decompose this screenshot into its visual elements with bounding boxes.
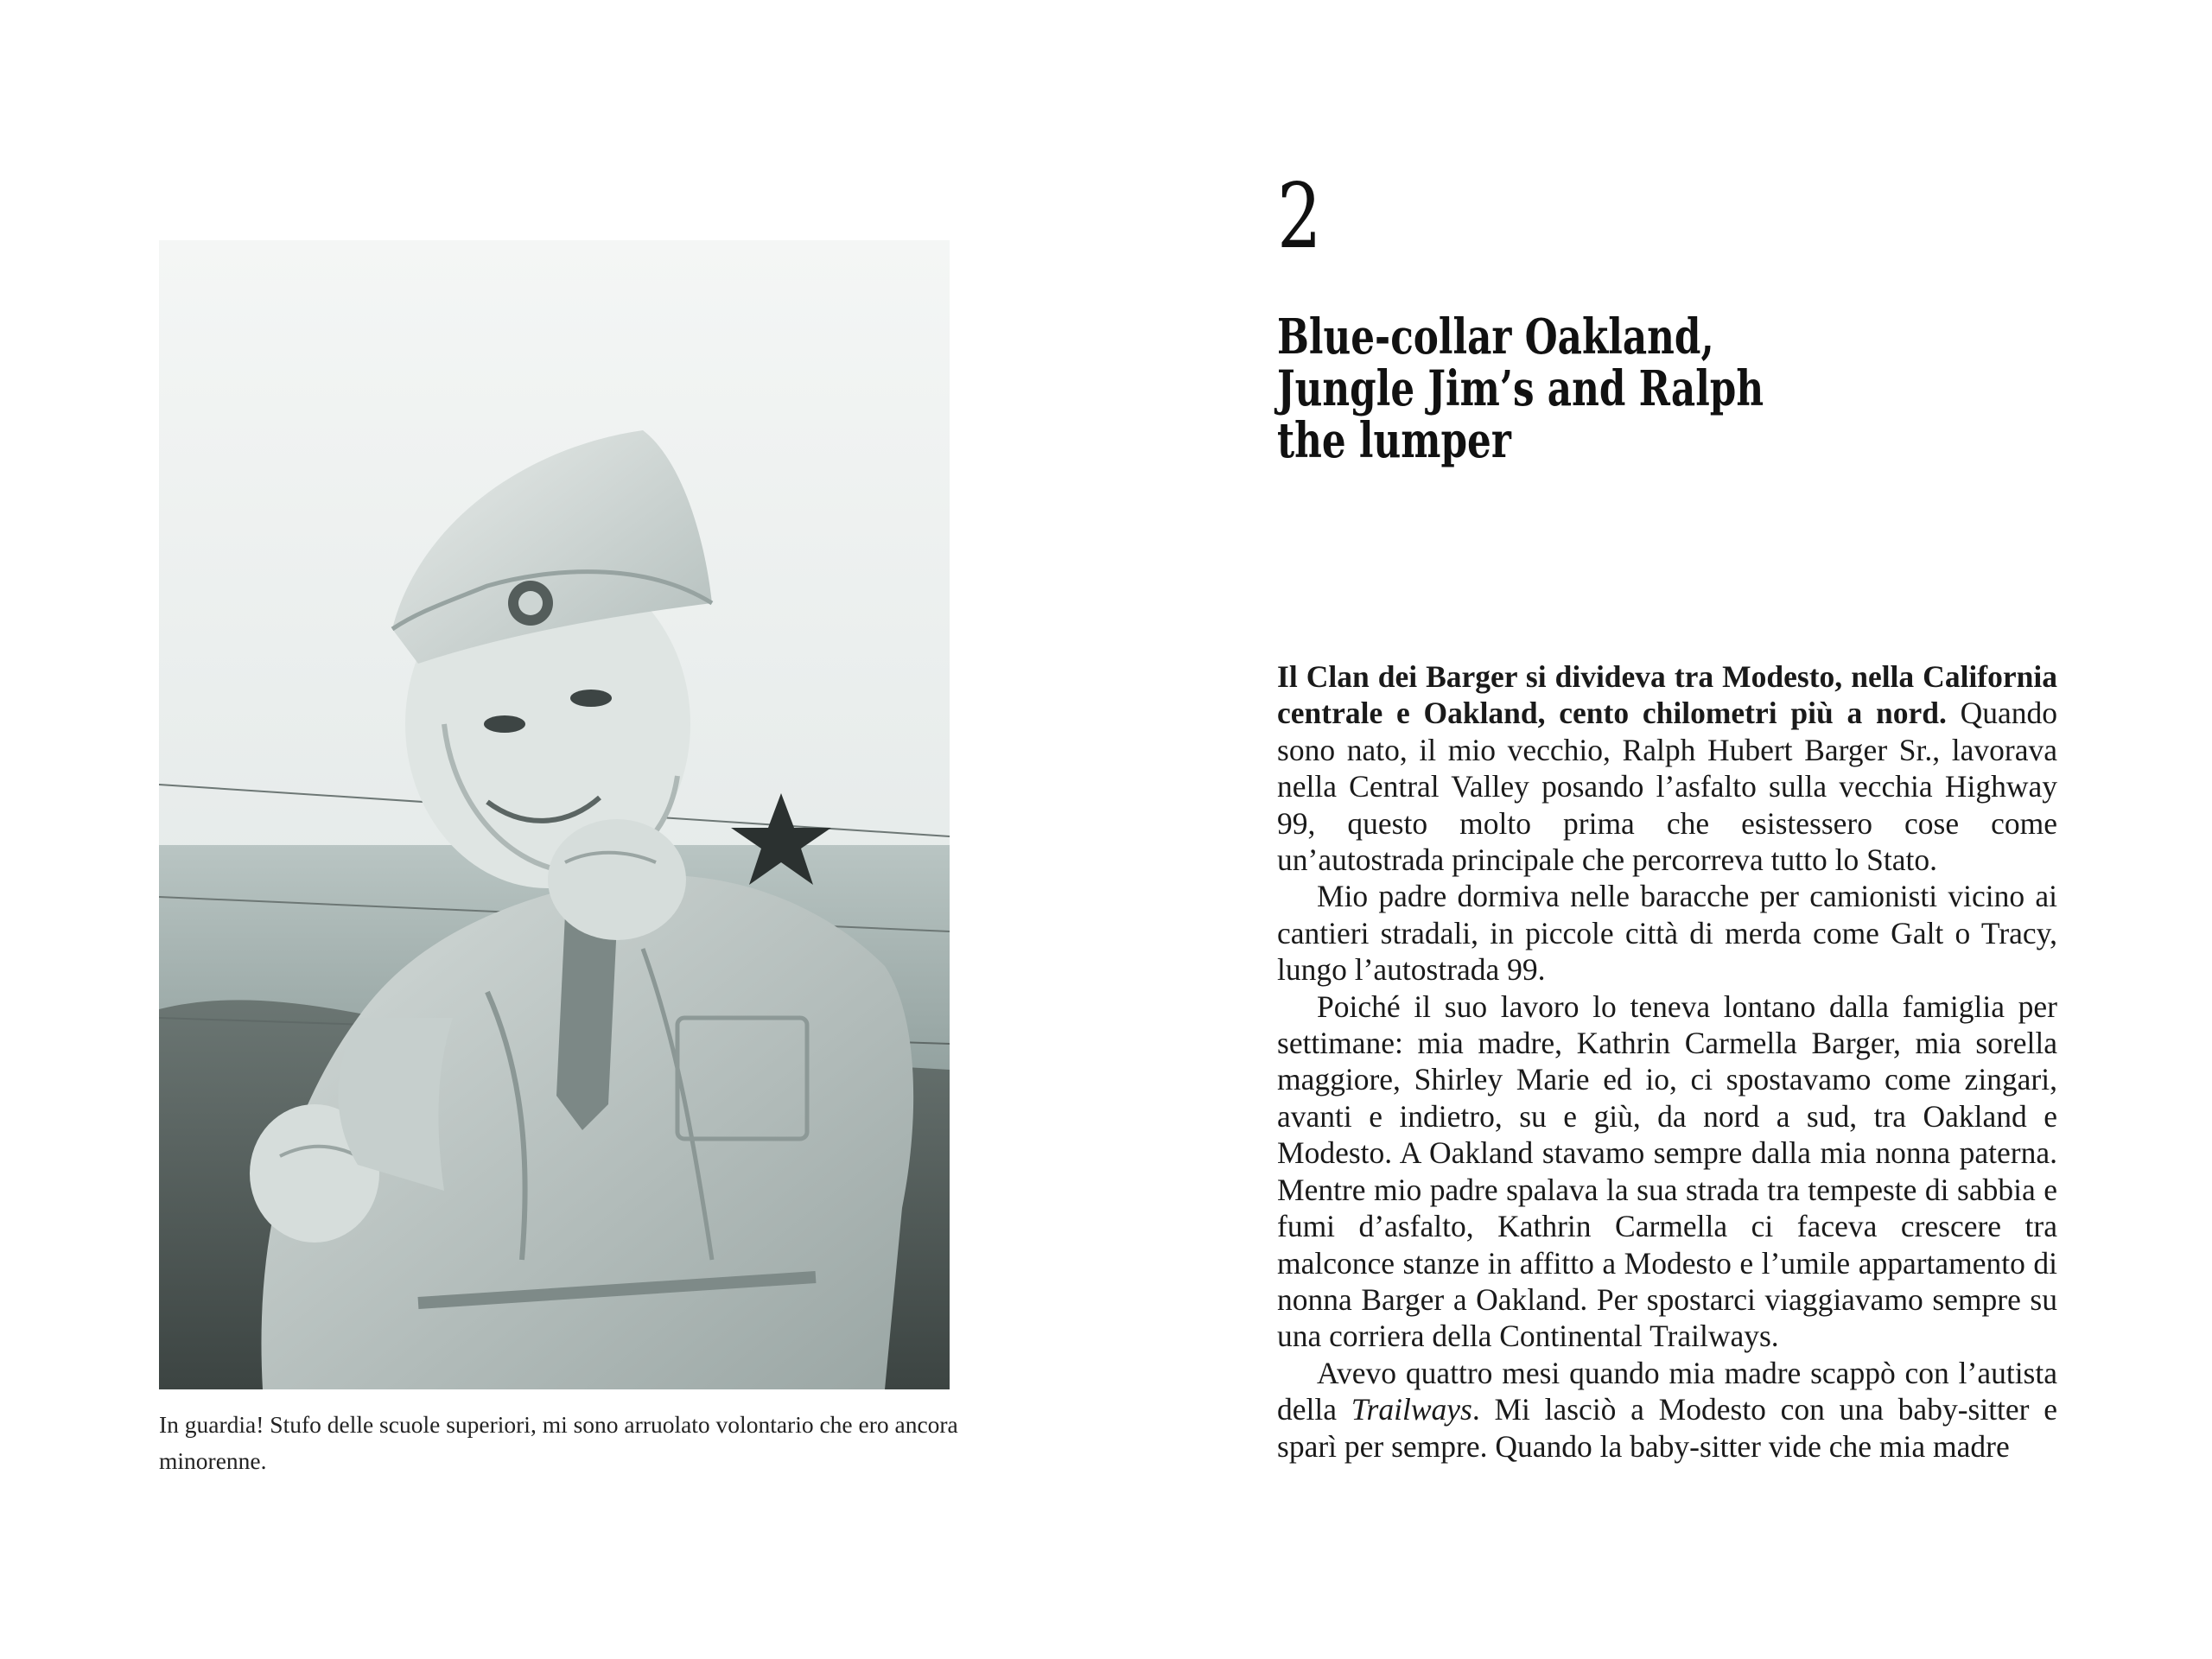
soldier-photo-illustration	[159, 240, 950, 1389]
paragraph-text: Mio padre dormiva nelle baracche per camionisti vicino ai cantieri stradali, in piccole città di merda come Galt o Tracy, lungo l’autostrada 99.	[1277, 879, 2057, 988]
paragraph-text: Avevo quattro mesi quando mia madre scappò con l’autista della	[1277, 1355, 2057, 1427]
right-page	[1106, 0, 2212, 1659]
soldier-photo	[159, 240, 950, 1389]
chapter-title-line: Blue-collar Oakland,	[1277, 308, 1714, 365]
paragraph	[1277, 1355, 2057, 1465]
chapter-title	[1277, 308, 1789, 469]
paragraph-text: Poiché il suo lavoro lo teneva lontano dalla famiglia per settimane: mia madre, Kathrin Carmella Barger, mia sorella maggiore, Shirley Marie ed io, ci spostavamo come zingari, avanti e indietro, su e giù, da nord a sud, tra Oakland e Modesto. A Oakland stavamo sempre dalla mia nonna paterna. Mentre mio padre spalava la sua strada tra tempeste di sabbia e fumi d’asfalto, Kathrin Carmella ci faceva crescere tra malconce stanze in affitto a Modesto e l’umile appartamento di nonna Barger a Oakland. Per spostarci viaggiavamo sempre su una corriera della Continental Trailways.	[1277, 988, 2057, 1354]
paragraph-italic: Trailways	[1351, 1392, 1472, 1427]
paragraph-text: Quando sono nato, il mio vecchio, Ralph Hubert Barger Sr., lavorava nella Central Valley posando l’asfalto sulla vecchia Highway 99, questo molto prima che esistessero cose come un’autostrada principale che percorreva tutto lo Stato.	[1277, 696, 2057, 878]
chapter-number: 2	[1277, 163, 1322, 269]
photo-caption: In guardia! Stufo delle scuole superiori, mi sono arruolato volontario che ero ancora minorenne.	[159, 1411, 958, 1474]
chapter-body	[1277, 658, 2057, 1465]
chapter-title-line: Jungle Jim’s and Ralph	[1277, 360, 1764, 417]
chapter-title-line: the lumper	[1277, 412, 1511, 469]
paragraph	[1277, 878, 2057, 988]
paragraph	[1277, 658, 2057, 878]
paragraph	[1277, 988, 2057, 1355]
paragraph-lead-bold: Il Clan dei Barger si divideva tra Modesto, nella California centrale e Oakland, cento chilometri più a nord.	[1277, 659, 2057, 731]
paragraph-text: . Mi lasciò a Modesto con una baby-sitter e sparì per sempre. Quando la baby-sitter vide che mia madre	[1277, 1392, 2057, 1464]
